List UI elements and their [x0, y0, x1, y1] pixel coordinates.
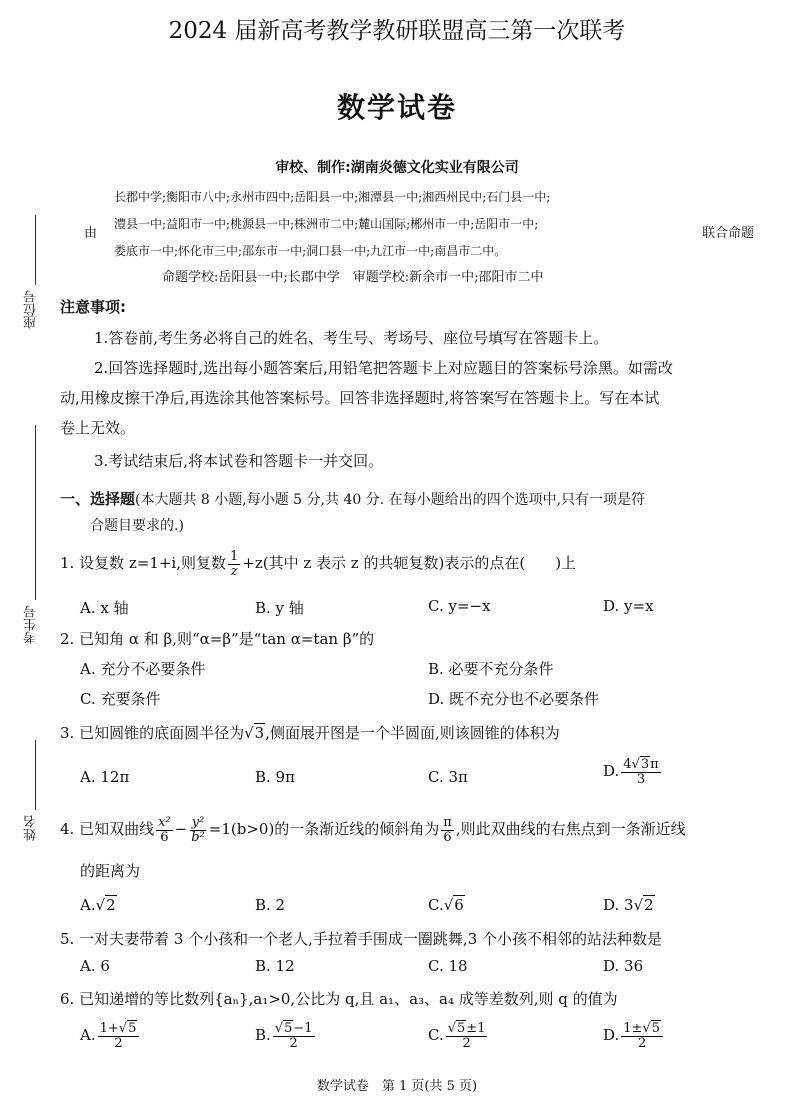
q2-option-d: D. 既不充分也不必要条件: [428, 690, 600, 708]
q3-d-label: D.: [603, 762, 620, 781]
notes-title: 注意事项:: [60, 298, 126, 316]
q3-d-num-post: π: [650, 757, 659, 772]
q6-b-num-post: −1: [293, 1021, 313, 1036]
question-2: 2. 已知角 α 和 β,则“α=β”是“tan α=tan β”的: [60, 630, 375, 648]
q3-d-num-pre: 4: [623, 757, 632, 772]
note-2a: 2.回答选择题时,选出每小题答案后,用铅笔把答题卡上对应题目的答案标号涂黑。如需改: [94, 359, 673, 377]
name-label: 姓名: [24, 815, 39, 841]
joint-label: 联合命题: [702, 226, 755, 241]
setters: 命题学校:岳阳县一中;长郡中学 审题学校:新余市一中;邵阳市二中: [162, 270, 544, 285]
q4-option-b: B. 2: [255, 896, 286, 914]
q3-sqrt: √3: [244, 724, 265, 742]
q4-frac-angle: [441, 816, 454, 844]
q4-frac-y: [189, 816, 207, 844]
page-footer: 数学试卷 第 1 页(共 5 页): [316, 1079, 478, 1094]
q4-frac-x: [156, 816, 173, 844]
q1-pre: 1. 设复数 z=1+i,则复数: [60, 554, 226, 573]
q6-b-label: B.: [255, 1026, 271, 1045]
q5-option-c: C. 18: [428, 957, 468, 975]
q4-minus: −: [174, 820, 188, 839]
q4-a-rad: 2: [106, 896, 116, 914]
q1-option-a: A. x 轴: [80, 599, 129, 617]
q4-pre: 4. 已知双曲线: [60, 820, 155, 839]
q6-option-c: [428, 1022, 489, 1050]
q4-a-label: A.: [80, 896, 96, 914]
q1-option-d: D. y=x: [603, 597, 654, 615]
note-3: 3.考试结束后,将本试卷和答题卡一并交回。: [94, 452, 384, 470]
q4-option-c: C.√6: [428, 896, 464, 914]
q5-option-d: D. 36: [603, 957, 644, 975]
q5-option-a: A. 6: [80, 957, 110, 975]
seat-label: 座位号: [24, 290, 39, 329]
q6-d-num-pre: 1±: [623, 1021, 643, 1036]
q6-option-d: [603, 1022, 665, 1050]
q6-c-num-post: ±1: [466, 1021, 486, 1036]
q1-frac-den: z: [230, 563, 238, 579]
q3-d-fraction: [621, 758, 660, 786]
q3-d-num: 4√3π: [623, 757, 659, 772]
q3-option-b: B. 9π: [255, 768, 295, 786]
q4-option-d: D. 3√2: [603, 896, 654, 914]
q1-fraction: [228, 550, 240, 578]
q4-d-label: D. 3: [603, 896, 634, 914]
question-3: [60, 722, 560, 743]
q2-option-c: C. 充要条件: [80, 690, 161, 708]
q4-frac-x-num: x²: [158, 815, 171, 830]
q3-option-a: A. 12π: [80, 768, 130, 786]
q6-a-num-pre: 1+: [99, 1021, 119, 1036]
section-desc1: (本大题共 8 小题,每小题 5 分,共 40 分. 在每小题给出的四个选项中,只有一项是符: [135, 492, 646, 508]
q4-c-label: C.: [428, 896, 444, 914]
q6-c-num: √5±1: [447, 1021, 486, 1036]
exam-no-label: 考生号: [24, 605, 39, 644]
q6-option-a: [80, 1022, 141, 1050]
q6-a-num-rad: 5: [128, 1021, 137, 1036]
q2-option-b: B. 必要不充分条件: [428, 660, 554, 678]
q1-frac-num: 1: [230, 549, 239, 564]
paper-title: 数学试卷: [336, 91, 457, 124]
q6-c-fraction: [446, 1022, 488, 1050]
q6-c-den: 2: [462, 1035, 471, 1051]
q4-frac-x-den: 6: [160, 829, 169, 845]
schools-line1: 长郡中学;衡阳市八中;永州市四中;岳阳县一中;湘潭县一中;湘西州民中;石门县一中;: [114, 190, 551, 204]
q6-b-den: 2: [289, 1035, 298, 1051]
q6-d-den: 2: [638, 1035, 647, 1051]
section-title: 一、选择题: [60, 490, 136, 508]
q1-option-b: B. y 轴: [255, 599, 304, 617]
q6-a-label: A.: [80, 1026, 96, 1045]
q2-option-a: A. 充分不必要条件: [80, 660, 206, 678]
q3-sqrt-radicand: 3: [254, 724, 265, 742]
q4-option-a: A.√2: [80, 896, 116, 914]
q6-c-label: C.: [428, 1026, 444, 1045]
q4-frac-y-num: y²: [191, 815, 205, 830]
q6-option-b: [255, 1022, 317, 1050]
q4-c-rad: 6: [454, 896, 464, 914]
q3-post: ,侧面展开图是一个半圆面,则该圆锥的体积为: [265, 724, 560, 742]
q4-post: ,则此双曲线的右焦点到一条渐近线: [455, 820, 686, 839]
q1-post: +z(其中 z 表示 z 的共轭复数)表示的点在( )上: [242, 554, 577, 573]
section-header: [60, 488, 645, 509]
q4-mid: =1(b>0)的一条渐近线的倾斜角为: [208, 820, 440, 839]
producer: 审校、制作:湖南炎德文化实业有限公司: [275, 160, 519, 176]
q6-d-fraction: [621, 1022, 663, 1050]
q5-option-b: B. 12: [255, 957, 295, 975]
side-line-mid2: [35, 740, 36, 810]
question-5: 5. 一对夫妻带着 3 个小孩和一个老人,手拉着手围成一圈跳舞,3 个小孩不相邻的站法种数是: [60, 930, 663, 948]
schools-line3: 娄底市一中;怀化市三中;邵东市一中;洞口县一中;九江市一中;南昌市二中。: [114, 244, 507, 258]
schools-line2: 澧县一中;益阳市一中;桃源县一中;株洲市二中;麓山国际;郴州市一中;岳阳市一中;: [114, 217, 539, 231]
note-2c: 卷上无效。: [60, 419, 136, 437]
q1-option-c: C. y=−x: [428, 597, 491, 615]
q6-a-fraction: [98, 1022, 140, 1050]
q4-d-rad: 2: [644, 896, 654, 914]
q6-c-num-rad: 5: [457, 1021, 466, 1036]
q3-option-d: [603, 758, 663, 786]
side-line-top: [35, 215, 36, 285]
q3-d-num-rad: 3: [640, 757, 650, 772]
side-line-mid1: [35, 425, 36, 600]
question-4-line2: 的距离为: [80, 862, 141, 880]
q6-a-num: 1+√5: [98, 1022, 140, 1037]
q6-d-label: D.: [603, 1026, 620, 1045]
q6-b-num: √5−1: [274, 1021, 313, 1036]
question-6: 6. 已知递增的等比数列{aₙ},a₁>0,公比为 q,且 a₁、a₃、a₄ 成等差数列,则 q 的值为: [60, 990, 618, 1008]
question-1: [60, 550, 576, 578]
q6-d-num: 1±√5: [621, 1022, 663, 1037]
q4-frac-y-den: b²: [191, 829, 205, 845]
q4-frac-angle-num: π: [443, 815, 452, 830]
section-desc2: 合题目要求的.): [90, 518, 184, 534]
q6-d-num-rad: 5: [651, 1021, 661, 1036]
note-2b: 动,用橡皮擦干净后,再选涂其他答案标号。回答非选择题时,将答案写在答题卡上。写在本试: [60, 389, 660, 407]
q3-pre: 3. 已知圆锥的底面圆半径为: [60, 724, 245, 742]
q6-b-num-rad: 5: [284, 1021, 293, 1036]
note-1: 1.答卷前,考生务必将自己的姓名、考生号、考场号、座位号填写在答题卡上。: [94, 329, 609, 347]
q3-option-c: C. 3π: [428, 768, 468, 786]
q6-b-fraction: [273, 1022, 315, 1050]
q4-frac-angle-den: 6: [443, 829, 452, 845]
by-label: 由: [84, 226, 98, 241]
question-4: [60, 816, 686, 844]
q3-d-den: 3: [636, 771, 646, 787]
exam-title: 2024 届新高考教学教研联盟高三第一次联考: [168, 18, 626, 44]
q6-a-den: 2: [114, 1035, 123, 1051]
